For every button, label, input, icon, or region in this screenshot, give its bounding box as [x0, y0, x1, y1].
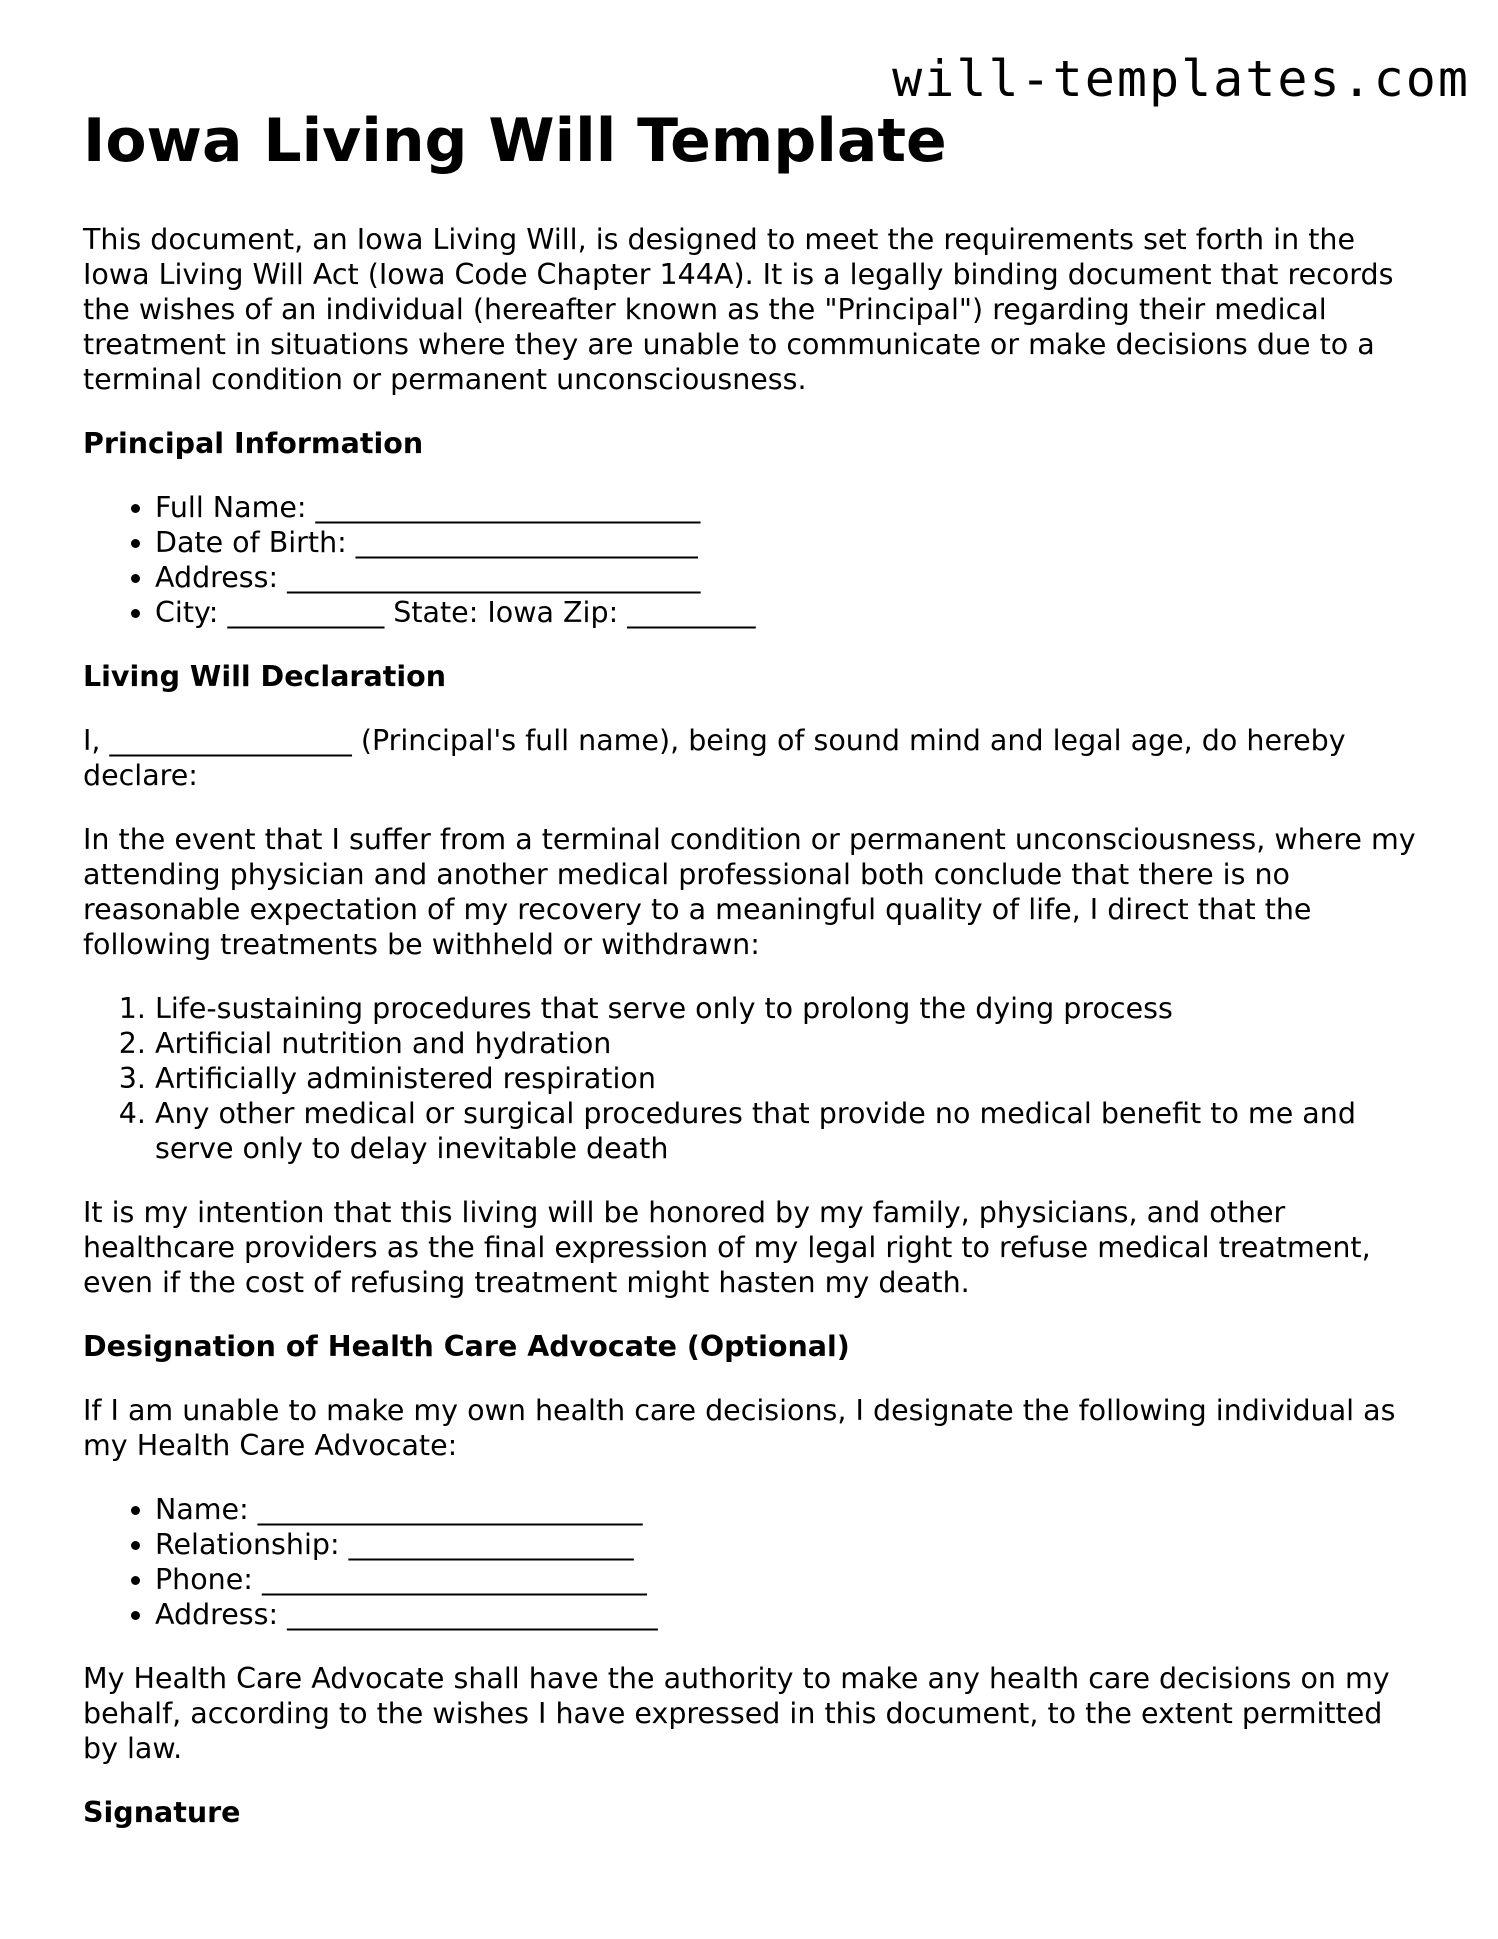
document-body — [83, 104, 1423, 1859]
advocate-relationship-field: • Relationship: ____________________ — [155, 1527, 1423, 1562]
treatment-item: 1. Life-sustaining procedures that serve only to prolong the dying process — [155, 991, 1423, 1026]
advocate-intro: If I am unable to make my own health care decisions, I designate the following individual as my Health Care Advocate: — [83, 1394, 1396, 1462]
principal-city-state-zip-field: • City: ___________ State: Iowa Zip: _________ — [155, 595, 1423, 630]
page-title: Iowa Living Will Template — [83, 106, 947, 176]
declaration-heading: Living Will Declaration — [83, 660, 446, 693]
principal-dob-field: • Date of Birth: ________________________ — [155, 525, 1423, 560]
advocate-address-field: • Address: __________________________ — [155, 1597, 1423, 1632]
watermark-text: will-templates.com — [892, 50, 1470, 108]
advocate-phone-field: • Phone: ___________________________ — [155, 1562, 1423, 1597]
treatment-item: 3. Artificially administered respiration — [155, 1061, 1423, 1096]
principal-info-list — [83, 490, 1423, 630]
declaration-statement: I, _________________ (Principal's full name), being of sound mind and legal age, do hereby declare: — [83, 724, 1346, 792]
treatment-item: 4. Any other medical or surgical procedures that provide no medical benefit to me and serve only to delay inevitable death — [155, 1096, 1423, 1166]
advocate-name-field: • Name: ___________________________ — [155, 1492, 1423, 1527]
principal-heading: Principal Information — [83, 427, 424, 460]
declaration-conditions: In the event that I suffer from a terminal condition or permanent unconsciousness, where my attending physician and another medical professional both conclude that there is no reasonable expectation of my recovery to a meaningful quality of life, I direct that the following treatments be withheld or withdrawn: — [83, 823, 1416, 961]
principal-address-field: • Address: _____________________________ — [155, 560, 1423, 595]
intro-paragraph: This document, an Iowa Living Will, is designed to meet the requirements set forth in the Iowa Living Will Act (Iowa Code Chapter 144A). It is a legally binding document that records the wishes of an individual (hereafter known as the "Principal") regarding their medical treatment in situations where they are unable to communicate or make decisions due to a terminal condition or permanent unconsciousness. — [83, 223, 1394, 396]
advocate-info-list — [83, 1492, 1423, 1632]
declaration-intention: It is my intention that this living will be honored by my family, physicians, and other healthcare providers as the final expression of my legal right to refuse medical treatment, even if the cost of refusing treatment might hasten my death. — [83, 1196, 1371, 1299]
advocate-authority: My Health Care Advocate shall have the authority to make any health care decisions on my behalf, according to the wishes I have expressed in this document, to the extent permitted by law. — [83, 1662, 1390, 1765]
withheld-treatments-list — [83, 991, 1423, 1166]
signature-heading: Signature — [83, 1796, 241, 1829]
advocate-heading: Designation of Health Care Advocate (Optional) — [83, 1330, 850, 1363]
treatment-item: 2. Artificial nutrition and hydration — [155, 1026, 1423, 1061]
principal-full-name-field: • Full Name: ___________________________ — [155, 490, 1423, 525]
